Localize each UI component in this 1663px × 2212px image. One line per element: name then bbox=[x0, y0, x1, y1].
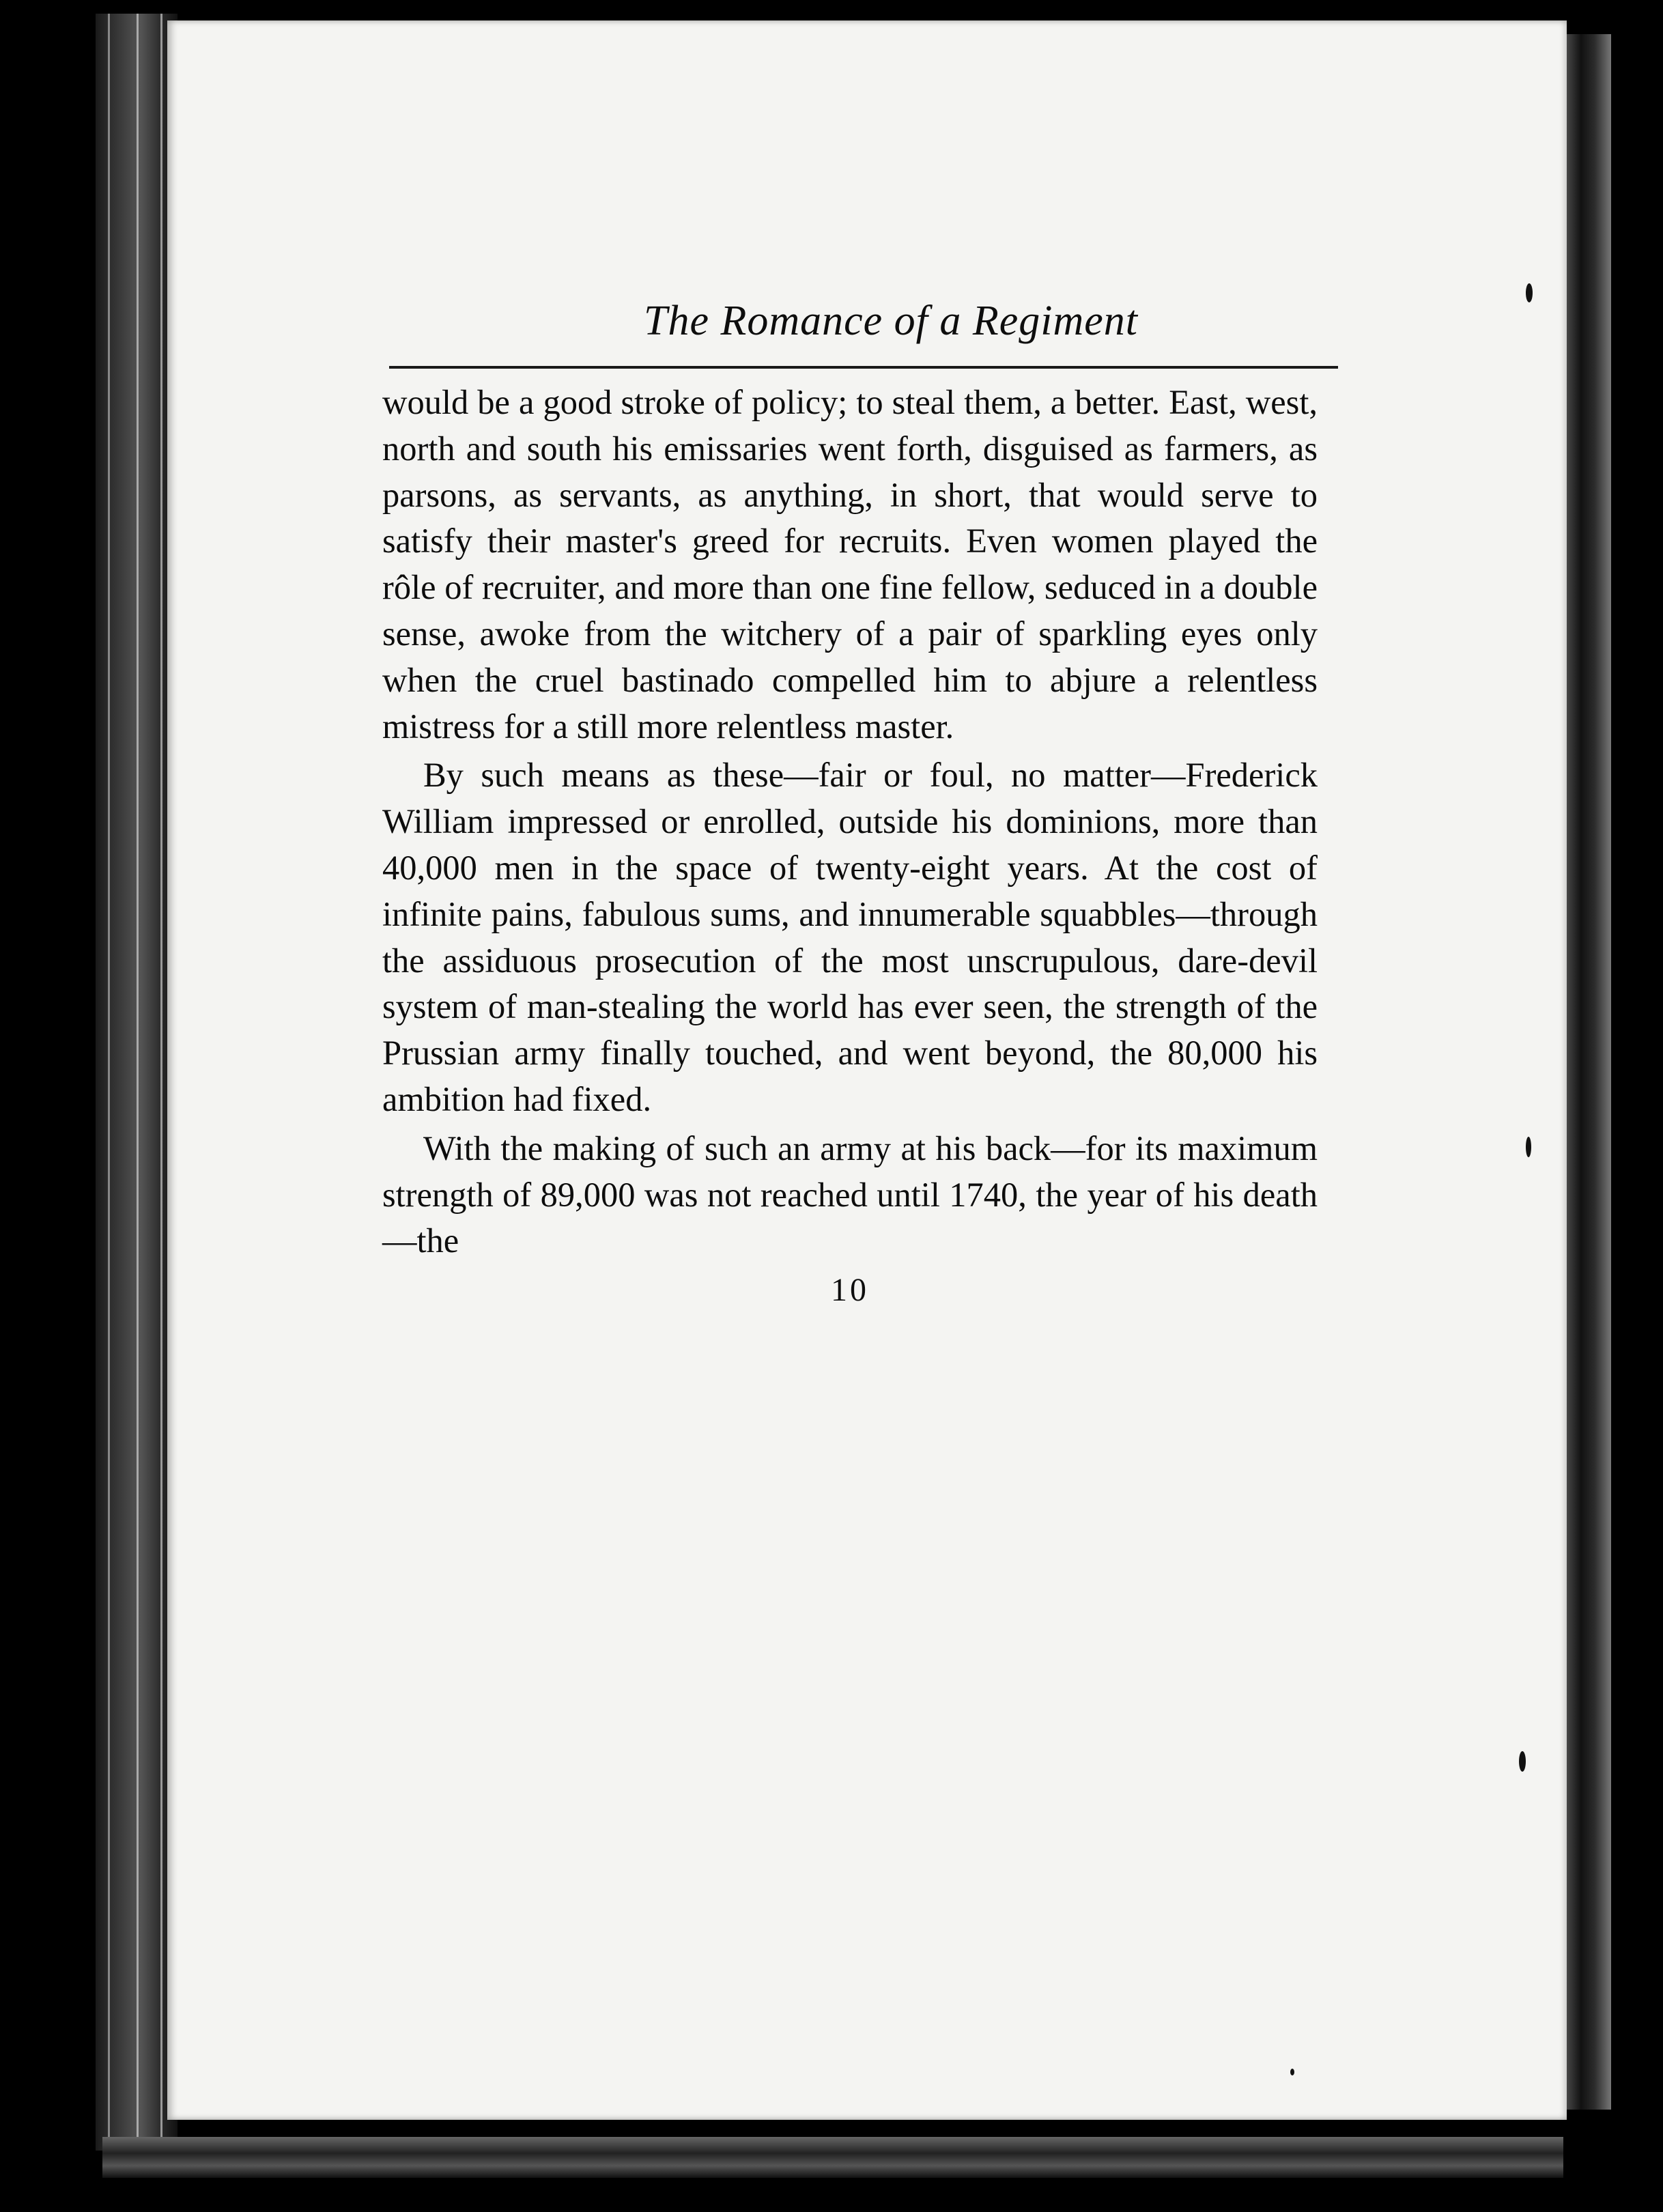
scan-speck bbox=[1526, 1137, 1531, 1157]
running-head: The Romance of a Regiment bbox=[643, 298, 1139, 344]
scan-speck bbox=[1290, 2069, 1294, 2075]
body-text bbox=[382, 380, 1318, 1264]
paragraph: would be a good stroke of policy; to steal them, a better. East, west, north and south his emissaries went forth, disguised as farmers, as parsons, as servants, as anything, in short, that would serve to satisfy their master's greed for recruits. Even women played the rôle of recruiter, and more than one fine fellow, seduced in a double sense, awoke from the witchery of a pair of sparkling eyes only when the cruel bastinado compelled him to abjure a relentless mistress for a still more relentless master. bbox=[382, 383, 1318, 746]
paragraph: By such means as these—fair or foul, no matter—Frederick William impressed or enrolled, outside his dominions, more than 40,000 men in the space of twenty-eight years. At the cost of infinite pains, fabulous sums, and innumerable squabbles—through the assiduous prosecution of the most unscrupulous, dare-devil system of man-stealing the world has ever seen, the strength of the Prussian army finally touched, and went beyond, the 80,000 his ambition had fixed. bbox=[382, 756, 1318, 1118]
scan-speck bbox=[1519, 1751, 1526, 1772]
page-text-block bbox=[382, 294, 1318, 1309]
header-rule bbox=[389, 366, 1338, 369]
binding-line bbox=[137, 14, 139, 2151]
page-number: 10 bbox=[831, 1272, 869, 1309]
binding-line bbox=[160, 14, 162, 2151]
bottom-page-edge bbox=[102, 2137, 1563, 2178]
scan-speck bbox=[1526, 283, 1533, 302]
binding-line bbox=[108, 14, 110, 2151]
paragraph: With the making of such an army at his back—for its maximum strength of 89,000 was not reached until 1740, the year of his death—the bbox=[382, 1129, 1318, 1260]
left-binding-edge bbox=[96, 14, 177, 2151]
